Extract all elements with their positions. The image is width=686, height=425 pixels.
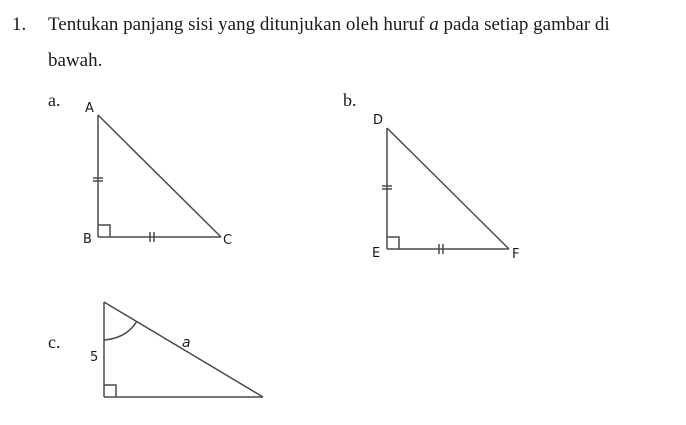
- part-c-label: c.: [48, 332, 61, 352]
- vertex-b-label: B: [83, 232, 92, 247]
- triangle-a-right-angle-mark: [98, 225, 110, 237]
- triangle-b-right-angle-mark: [387, 237, 399, 249]
- vertex-e-label: E: [372, 246, 381, 261]
- vertex-f-label: F: [512, 247, 520, 262]
- triangle-b: [382, 128, 509, 254]
- triangle-b-side-df: [387, 128, 509, 249]
- variable-a: a: [429, 14, 439, 35]
- vertex-c-label: C: [223, 233, 233, 248]
- triangle-a: [93, 115, 221, 242]
- hypotenuse-a-label: a: [182, 335, 191, 351]
- part-b-label: b.: [343, 90, 357, 110]
- question-text-part-2: pada setiap gambar di: [438, 14, 610, 35]
- triangle-a-side-ac: [98, 115, 221, 237]
- part-a-label: a.: [48, 90, 61, 110]
- question-text-line-2: bawah.: [48, 50, 103, 71]
- question-number: 1.: [12, 14, 27, 35]
- vertex-d-label: D: [373, 113, 384, 128]
- triangle-c-right-angle-mark: [104, 385, 116, 397]
- side-5-label: 5: [90, 350, 99, 365]
- question-text-part-1: Tentukan panjang sisi yang ditunjukan oleh huruf: [48, 14, 430, 35]
- triangle-c-angle-arc: [104, 321, 137, 340]
- vertex-a-label: A: [85, 101, 94, 116]
